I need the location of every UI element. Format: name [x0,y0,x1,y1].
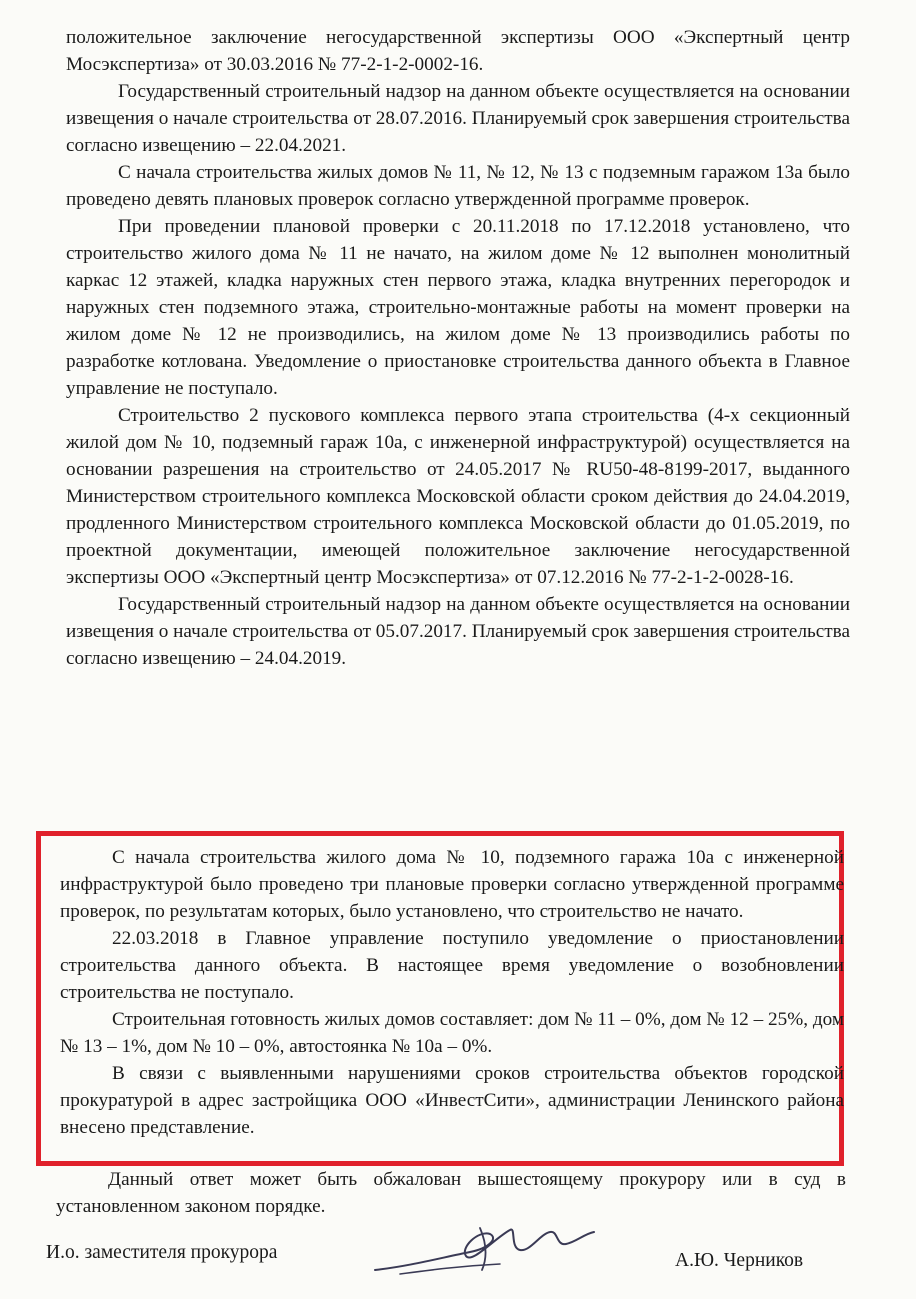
paragraph: положительное заключение негосударственной экспертизы ООО «Экспертный центр Мосэкспертиза» от 30.03.2016 № 77-2-1-2-0002-16. [66,27,850,75]
text-block-highlighted [60,844,844,1141]
paragraph: 22.03.2018 в Главное управление поступило уведомление о приостановлении строительства данного объекта. В настоящее время уведомление о возобновлении строительства не поступало. [60,928,844,1003]
paragraph: С начала строительства жилого дома № 10, подземного гаража 10а с инженерной инфраструктурой было проведено три плановые проверки согласно утвержденной программе проверок, по результатам которых, было установлено, что строительство не начато. [60,847,844,922]
paragraph: Строительство 2 пускового комплекса первого этапа строительства (4-х секционный жилой дом № 10, подземный гараж 10а, с инженерной инфраструктурой) осуществляется на основании разрешения на строительство от 24.05.2017 № RU50-48-8199-2017, выданного Министерством строительного комплекса Московской области сроком действия до 24.04.2019, продленного Министерством строительного комплекса Московской области до 01.05.2019, по проектной документации, имеющей положительное заключение негосударственной экспертизы ООО «Экспертный центр Мосэкспертиза» от 07.12.2016 № 77-2-1-2-0028-16. [66,405,850,588]
paragraph: Данный ответ может быть обжалован вышестоящему прокурору или в суд в установленном законом порядке. [56,1169,846,1217]
paragraph: Государственный строительный надзор на данном объекте осуществляется на основании извещения о начале строительства от 05.07.2017. Планируемый срок завершения строительства согласно извещению – 24.04.2019. [66,594,850,669]
paragraph: При проведении плановой проверки с 20.11.2018 по 17.12.2018 установлено, что строительство жилого дома № 11 не начато, на жилом доме № 12 выполнен монолитный каркас 12 этажей, кладка наружных стен первого этажа, кладка внутренних перегородок и наружных стен подземного этажа, строительно-монтажные работы на момент проверки на жилом доме № 12 не производились, на жилом доме № 13 производились работы по разработке котлована. Уведомление о приостановке строительства данного объекта в Главное управление не поступало. [66,216,850,399]
paragraph: Государственный строительный надзор на данном объекте осуществляется на основании извещения о начале строительства от 28.07.2016. Планируемый срок завершения строительства согласно извещению – 22.04.2021. [66,81,850,156]
handwritten-signature-icon [370,1208,600,1288]
paragraph: Строительная готовность жилых домов составляет: дом № 11 – 0%, дом № 12 – 25%, дом № 13 – 1%, дом № 10 – 0%, автостоянка № 10а – 0%. [60,1009,844,1057]
signatory-name: А.Ю. Черников [675,1250,804,1271]
signature-row [0,1238,916,1288]
signatory-title: И.о. заместителя прокурора [46,1242,278,1263]
paragraph: С начала строительства жилых домов № 11, № 12, № 13 с подземным гаражом 13а было проведено девять плановых проверок согласно утвержденной программе проверок. [66,162,850,210]
paragraph: В связи с выявленными нарушениями сроков строительства объектов городской прокуратурой в адрес застройщика ООО «ИнвестСити», администрации Ленинского района внесено представление. [60,1063,844,1138]
text-block-top [66,24,850,672]
